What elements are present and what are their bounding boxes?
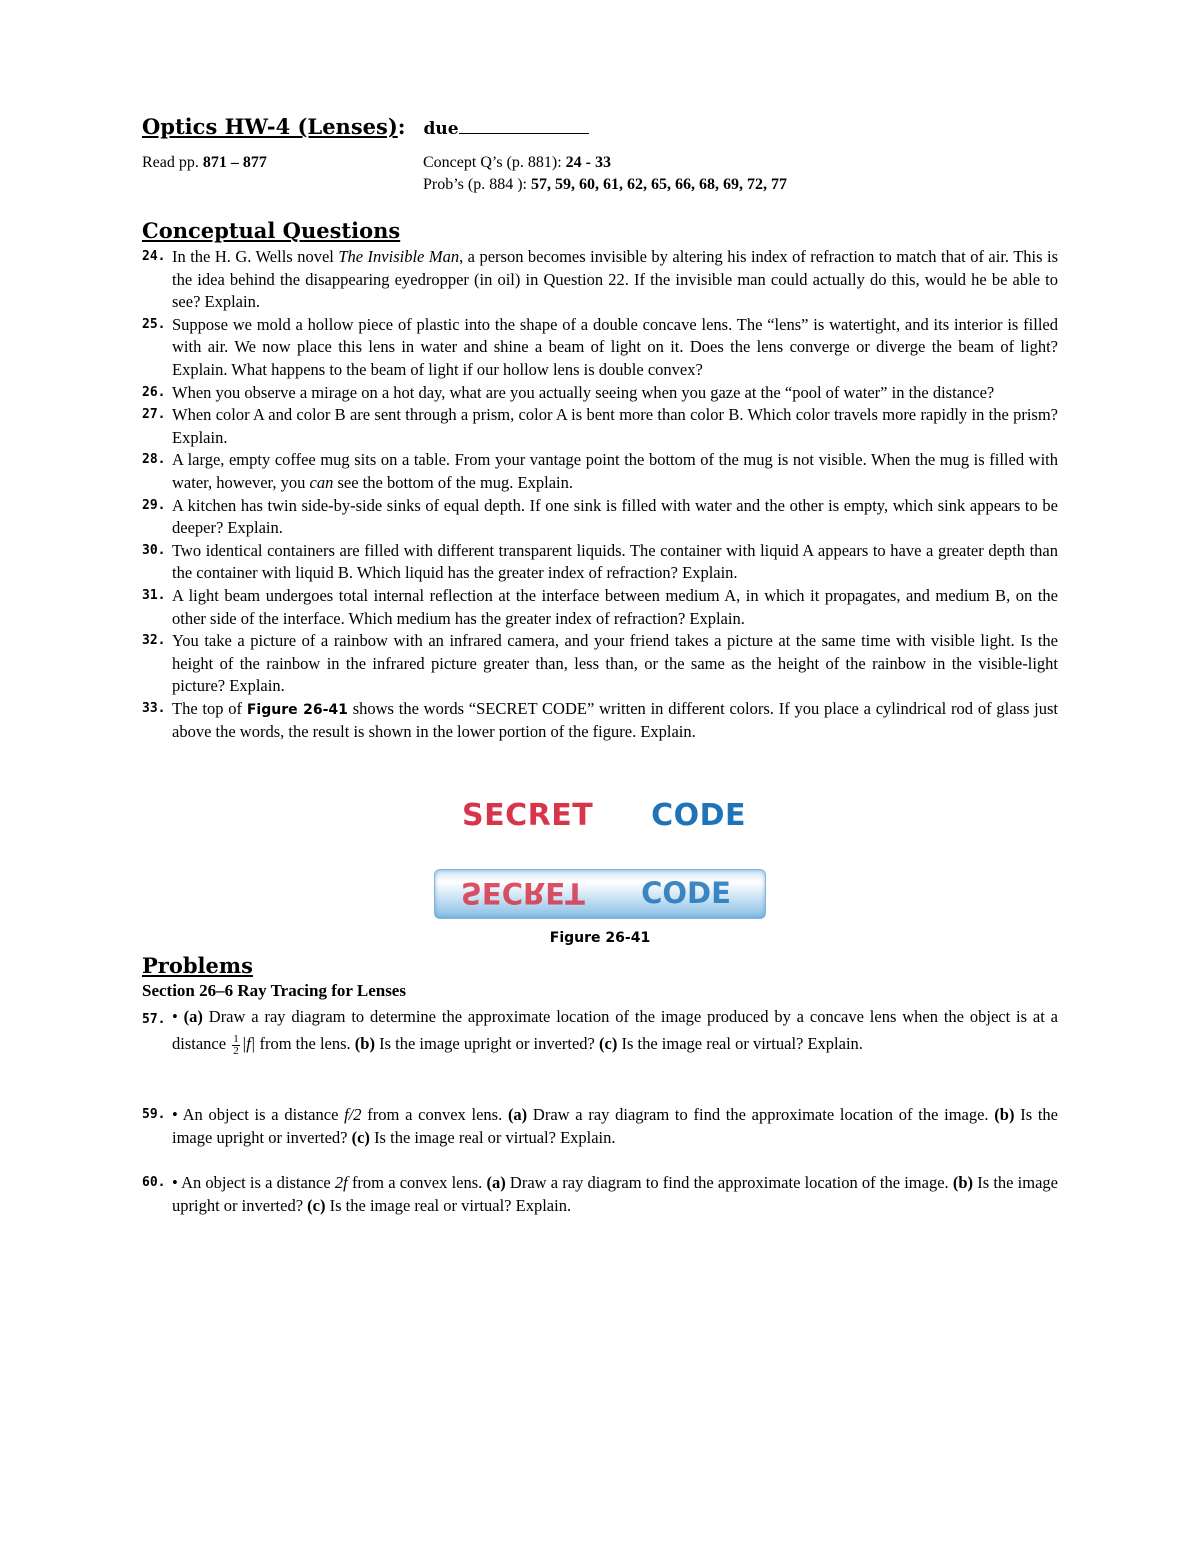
word-code: CODE — [651, 798, 747, 833]
concept-assignment: Concept Q’s (p. 881): 24 - 33 — [423, 154, 611, 171]
problems-heading: Problems — [142, 953, 253, 978]
due-date-blank — [459, 117, 589, 134]
question-24: 24. In the H. G. Wells novel The Invisible Man, a person becomes invisible by altering his index of refraction to match that of air. This is the idea behind the disappearing eyedropper (in oil) in Question 22. If the invisible man could actually do this, would he be able to see? Explain. — [142, 247, 1059, 312]
word-secret-inverted: SECRET — [461, 876, 585, 910]
question-26: 26. When you observe a mirage on a hot day, what are you actually seeing when you gaze at the “pool of water” in the distance? — [142, 382, 995, 402]
conceptual-question-list — [142, 246, 1058, 744]
question-30: 30. Two identical containers are filled with different transparent liquids. The container with liquid A appears to have a greater depth than the container with liquid B. Which liquid has the greater index of refraction? Explain. — [142, 540, 1058, 583]
header-row: Optics HW-4 (Lenses): due — [142, 114, 589, 139]
question-32: 32. You take a picture of a rainbow with an infrared camera, and your friend takes a picture at the same time with visible light. Is the height of the rainbow in the infrared picture greater than, less than, or the same as the height of the rainbow in the visible-light picture? Explain. — [142, 631, 1058, 696]
word-secret: SECRET — [462, 798, 594, 833]
fraction-one-half: $\frac{1}{2}$ — [233, 1032, 239, 1057]
problem-59: 59. • An object is a distance f/2 from a convex lens. (a) Draw a ray diagram to find the approximate location of the image. (b) Is the image upright or inverted? (c) Is the image real or virtual? Explain. — [142, 1105, 1058, 1147]
question-28: 28. A large, empty coffee mug sits on a table. From your vantage point the bottom of the mug is not visible. When the mug is filled with water, however, you can see the bottom of the mug. Explain. — [142, 450, 1058, 492]
problem-assignment: Prob’s (p. 884 ): 57, 59, 60, 61, 62, 65, 66, 68, 69, 72, 77 — [423, 176, 787, 193]
due-label: due — [423, 119, 459, 139]
secret-code-original — [462, 798, 746, 833]
question-25: 25. Suppose we mold a hollow piece of plastic into the shape of a double concave lens. The “lens” is watertight, and its interior is filled with air. We now place this lens in water and shine a beam of light on it. Does the lens converge or diverge the beam of light? Explain. What happens to the beam of light if our hollow lens is double convex? — [142, 314, 1058, 379]
question-31: 31. A light beam undergoes total internal reflection at the interface between medium A, in which it propagates, and medium B, on the other side of the interface. Which medium has the greater index of refraction? Explain. — [142, 585, 1058, 628]
question-27: 27. When color A and color B are sent through a prism, color A is bent more than color B. Which color travels more rapidly in the prism? Explain. — [142, 405, 1058, 447]
glass-rod — [434, 869, 766, 919]
problem-57: 57. • (a) Draw a ray diagram to determine the approximate location of the image produced by a concave lens when the object is at a distance $\frac{1}{2}$ |f| from the lens. (b) Is the image upright or inverted? (c) Is the image real or virtual? Explain. — [142, 1007, 1059, 1057]
problem-60: 60. • An object is a distance 2f from a convex lens. (a) Draw a ray diagram to find the approximate location of the image. (b) Is the image upright or inverted? (c) Is the image real or virtual? Explain. — [142, 1173, 1058, 1215]
figure-caption: Figure 26-41 — [549, 930, 651, 946]
secret-code-through-rod — [461, 876, 731, 910]
conceptual-heading: Conceptual Questions — [142, 218, 401, 243]
reading-assignment: Read pp. 871 – 877 — [142, 154, 267, 171]
page-title: Optics HW-4 (Lenses) — [142, 114, 398, 139]
word-code-through-rod: CODE — [641, 876, 731, 910]
question-29: 29. A kitchen has twin side-by-side sinks of equal depth. If one sink is filled with water and the other is empty, which sink appears to be deeper? Explain. — [142, 495, 1058, 538]
figure-26-41 — [142, 798, 1058, 950]
question-33: 33. The top of Figure 26-41 shows the words “SECRET CODE” written in different colors. If you place a cylindrical rod of glass just above the words, the result is shown in the lower portion of the figure. Explain. — [142, 698, 1058, 742]
section-title: Section 26–6 Ray Tracing for Lenses — [142, 981, 406, 1000]
